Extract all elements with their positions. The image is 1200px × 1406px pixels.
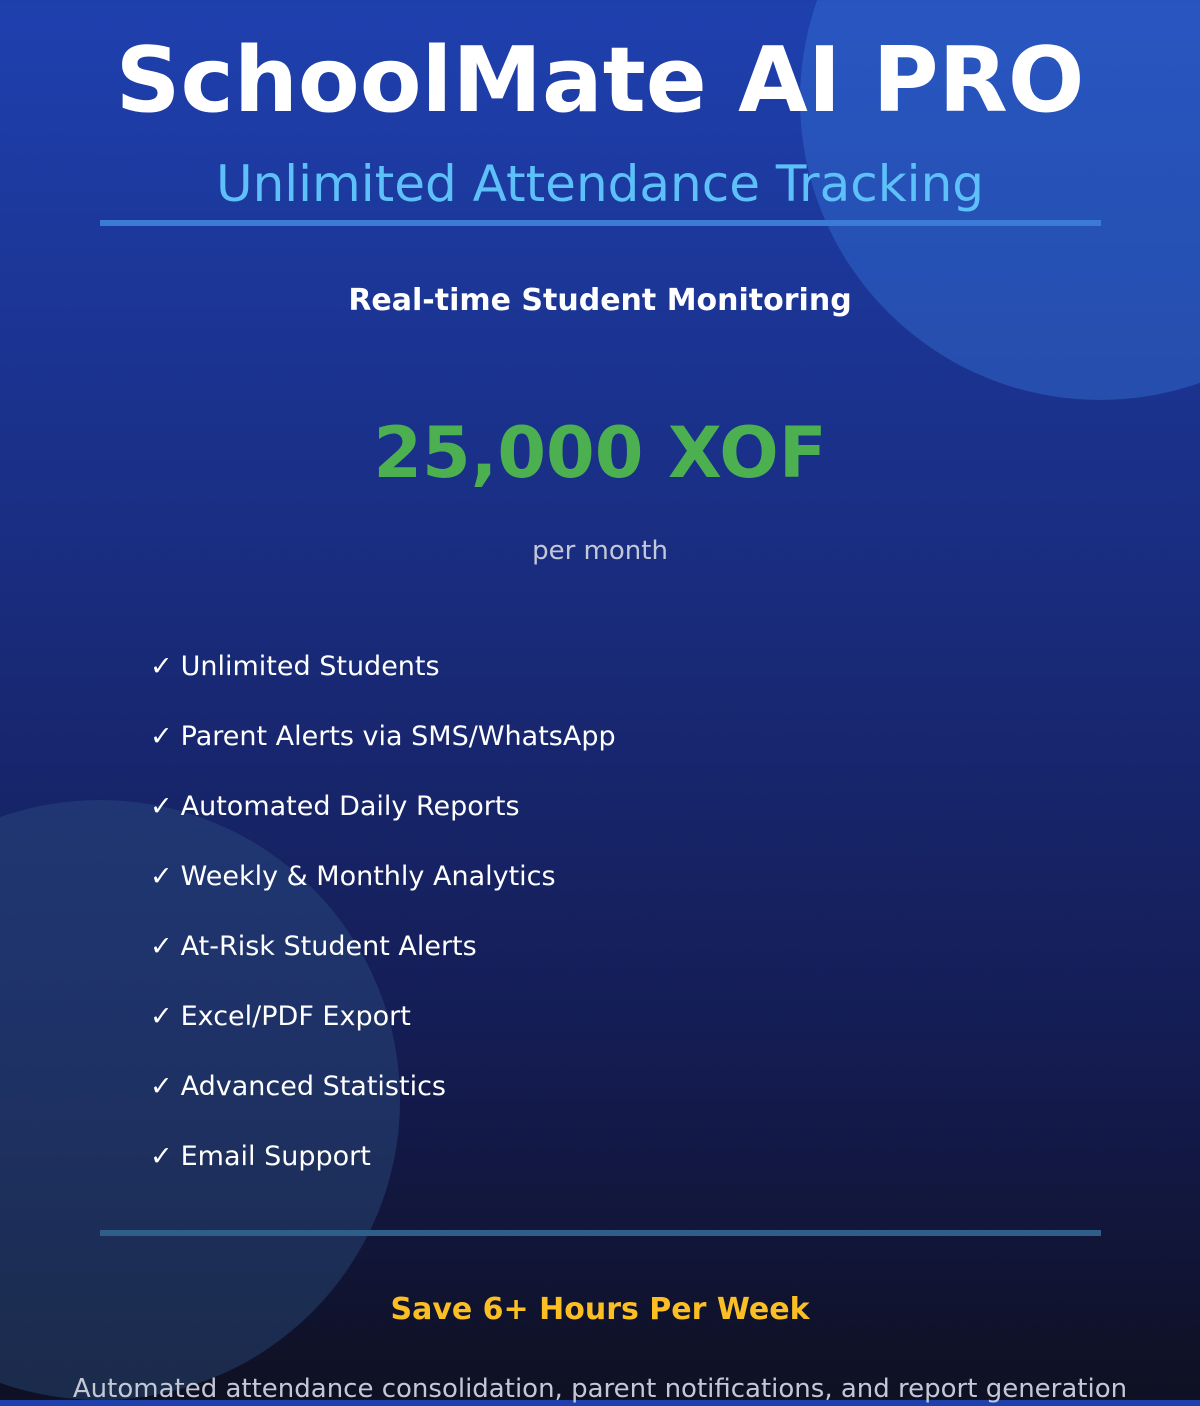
feature-label: At-Risk Student Alerts	[180, 931, 477, 962]
checkmark-icon: ✓	[150, 721, 173, 752]
feature-item	[150, 996, 616, 1066]
feature-item	[150, 926, 616, 996]
checkmark-icon: ✓	[150, 651, 173, 682]
feature-label: Unlimited Students	[180, 651, 440, 682]
feature-item	[150, 1066, 616, 1136]
feature-list	[150, 646, 616, 1206]
feature-item	[150, 646, 616, 716]
checkmark-icon: ✓	[150, 931, 173, 962]
feature-item	[150, 1136, 616, 1206]
top-divider	[100, 220, 1101, 226]
feature-label: Email Support	[180, 1141, 371, 1172]
feature-label: Automated Daily Reports	[180, 791, 520, 822]
bottom-divider	[100, 1230, 1101, 1236]
checkmark-icon: ✓	[150, 791, 173, 822]
feature-label: Advanced Statistics	[180, 1071, 446, 1102]
feature-label: Weekly & Monthly Analytics	[180, 861, 556, 892]
checkmark-icon: ✓	[150, 861, 173, 892]
feature-label: Parent Alerts via SMS/WhatsApp	[180, 721, 616, 752]
feature-item	[150, 856, 616, 926]
product-subtitle: Unlimited Attendance Tracking	[215, 155, 985, 213]
checkmark-icon: ✓	[150, 1071, 173, 1102]
checkmark-icon: ✓	[150, 1141, 173, 1172]
savings-headline: Save 6+ Hours Per Week	[390, 1292, 810, 1327]
product-title: SchoolMate AI PRO	[115, 28, 1085, 133]
price: 25,000 XOF	[373, 412, 827, 494]
tagline: Real-time Student Monitoring	[348, 283, 852, 318]
feature-item	[150, 716, 616, 786]
price-period: per month	[532, 536, 668, 566]
footer-description: Automated attendance consolidation, parent notifications, and report generation	[72, 1374, 1128, 1404]
checkmark-icon: ✓	[150, 1001, 173, 1032]
feature-label: Excel/PDF Export	[180, 1001, 411, 1032]
feature-item	[150, 786, 616, 856]
